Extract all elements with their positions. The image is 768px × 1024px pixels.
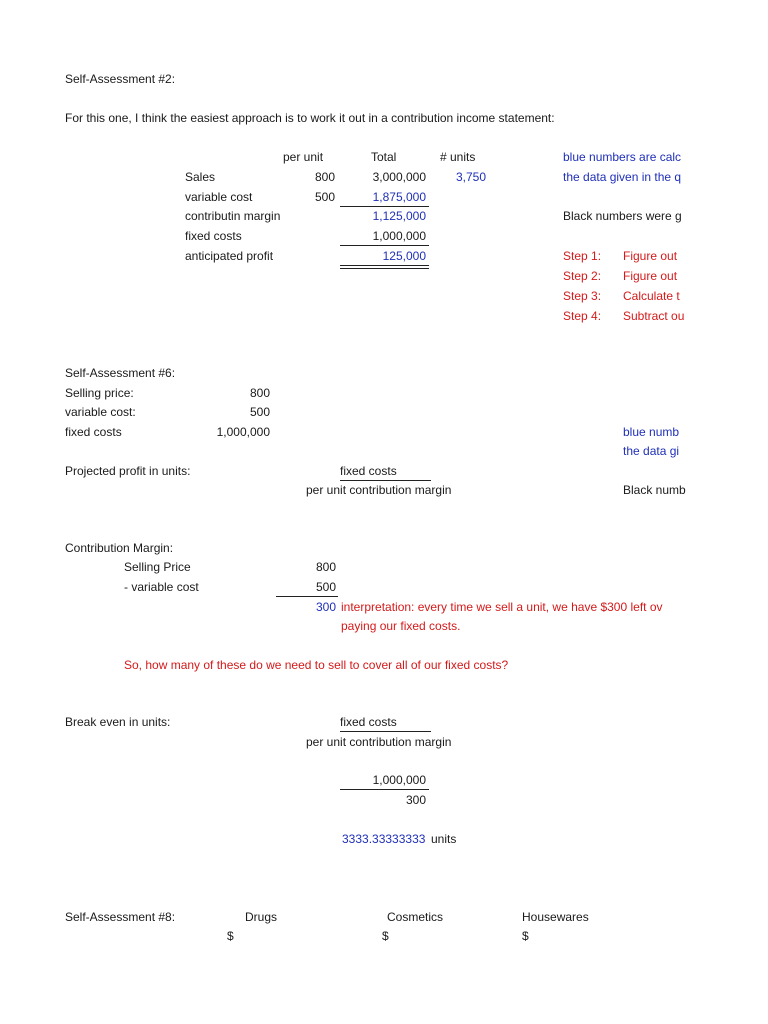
step-2-text: Figure out (623, 269, 678, 283)
sa8-col-drugs: Drugs (245, 910, 278, 924)
break-even-result: 3333.33333333 (342, 832, 426, 846)
sa8-title: Self-Assessment #8: (65, 910, 176, 924)
step-2-label: Step 2: (563, 269, 602, 283)
sa8-col-cosmetics: Cosmetics (387, 910, 444, 924)
break-even-label: Break even in units: (65, 715, 171, 729)
anticipated-profit-total: 125,000 (382, 249, 426, 263)
sa6-note-blue-line2: the data gi (623, 444, 680, 458)
cm-variable-cost-value: 500 (315, 580, 336, 594)
projected-profit-label: Projected profit in units: (65, 464, 191, 478)
anticipated-profit-label: anticipated profit (185, 249, 274, 263)
header-units: # units (440, 150, 476, 164)
sa6-variable-cost-label: variable cost: (65, 405, 136, 419)
cm-interpretation-line1: interpretation: every time we sell a unit, we have $300 left ov (341, 600, 663, 614)
step-1-label: Step 1: (563, 249, 602, 263)
break-even-denominator: per unit contribution margin (306, 735, 452, 749)
double-underline-bottom (340, 268, 429, 269)
underline-fixed-costs (340, 245, 429, 246)
cm-result: 300 (315, 600, 336, 614)
step-4-label: Step 4: (563, 309, 602, 323)
fixed-costs-label: fixed costs (185, 229, 242, 243)
step-3-label: Step 3: (563, 289, 602, 303)
header-per-unit: per unit (283, 150, 324, 164)
sa8-col-housewares: Housewares (522, 910, 589, 924)
sales-label: Sales (185, 170, 216, 184)
sales-per-unit: 800 (314, 170, 335, 184)
step-4-text: Subtract ou (623, 309, 685, 323)
sa6-title: Self-Assessment #6: (65, 366, 176, 380)
break-even-num-value: 1,000,000 (372, 773, 426, 787)
contribution-margin-total: 1,125,000 (372, 209, 426, 223)
variable-cost-total: 1,875,000 (372, 190, 426, 204)
sa2-intro: For this one, I think the easiest approach is to work it out in a contribution income statement: (65, 111, 555, 125)
break-even-result-unit: units (431, 832, 457, 846)
cm-selling-price-label: Selling Price (124, 560, 191, 574)
cm-underline (276, 596, 338, 597)
step-1-text: Figure out (623, 249, 678, 263)
break-even-numerator: fixed costs (340, 715, 397, 729)
sa8-cosmetics-dollar: $ (382, 929, 389, 943)
sa6-selling-price-value: 800 (249, 386, 270, 400)
projected-denominator: per unit contribution margin (306, 483, 452, 497)
underline-variable-cost (340, 206, 429, 207)
step-3-text: Calculate t (623, 289, 680, 303)
sa2-title: Self-Assessment #2: (65, 72, 176, 86)
sa6-variable-cost-value: 500 (249, 405, 270, 419)
sa6-fixed-costs-value: 1,000,000 (216, 425, 270, 439)
break-even-den-value: 300 (405, 793, 426, 807)
projected-fraction-bar (340, 480, 431, 481)
sa6-fixed-costs-label: fixed costs (65, 425, 122, 439)
cm-question: So, how many of these do we need to sell to cover all of our fixed costs? (124, 658, 509, 672)
sa6-note-black: Black numb (623, 483, 686, 497)
sa2-note-black: Black numbers were g (563, 209, 682, 223)
sa2-note-blue-line2: the data given in the q (563, 170, 682, 184)
sa2-note-blue-line1: blue numbers are calc (563, 150, 682, 164)
fixed-costs-total: 1,000,000 (372, 229, 426, 243)
variable-cost-label: variable cost (185, 190, 253, 204)
header-total: Total (371, 150, 397, 164)
cm-interpretation-line2: paying our fixed costs. (341, 619, 461, 633)
cm-title: Contribution Margin: (65, 541, 174, 555)
variable-cost-per-unit: 500 (314, 190, 335, 204)
sa8-drugs-dollar: $ (227, 929, 234, 943)
cm-variable-cost-label: - variable cost (124, 580, 199, 594)
break-even-value-bar (340, 789, 429, 790)
contribution-margin-label: contributin margin (185, 209, 281, 223)
sales-total: 3,000,000 (372, 170, 426, 184)
sa6-note-blue-line1: blue numb (623, 425, 680, 439)
projected-numerator: fixed costs (340, 464, 397, 478)
sa8-housewares-dollar: $ (522, 929, 529, 943)
sales-units: 3,750 (455, 170, 486, 184)
double-underline-top (340, 265, 429, 266)
break-even-fraction-bar (340, 731, 431, 732)
cm-selling-price-value: 800 (315, 560, 336, 574)
sa6-selling-price-label: Selling price: (65, 386, 134, 400)
